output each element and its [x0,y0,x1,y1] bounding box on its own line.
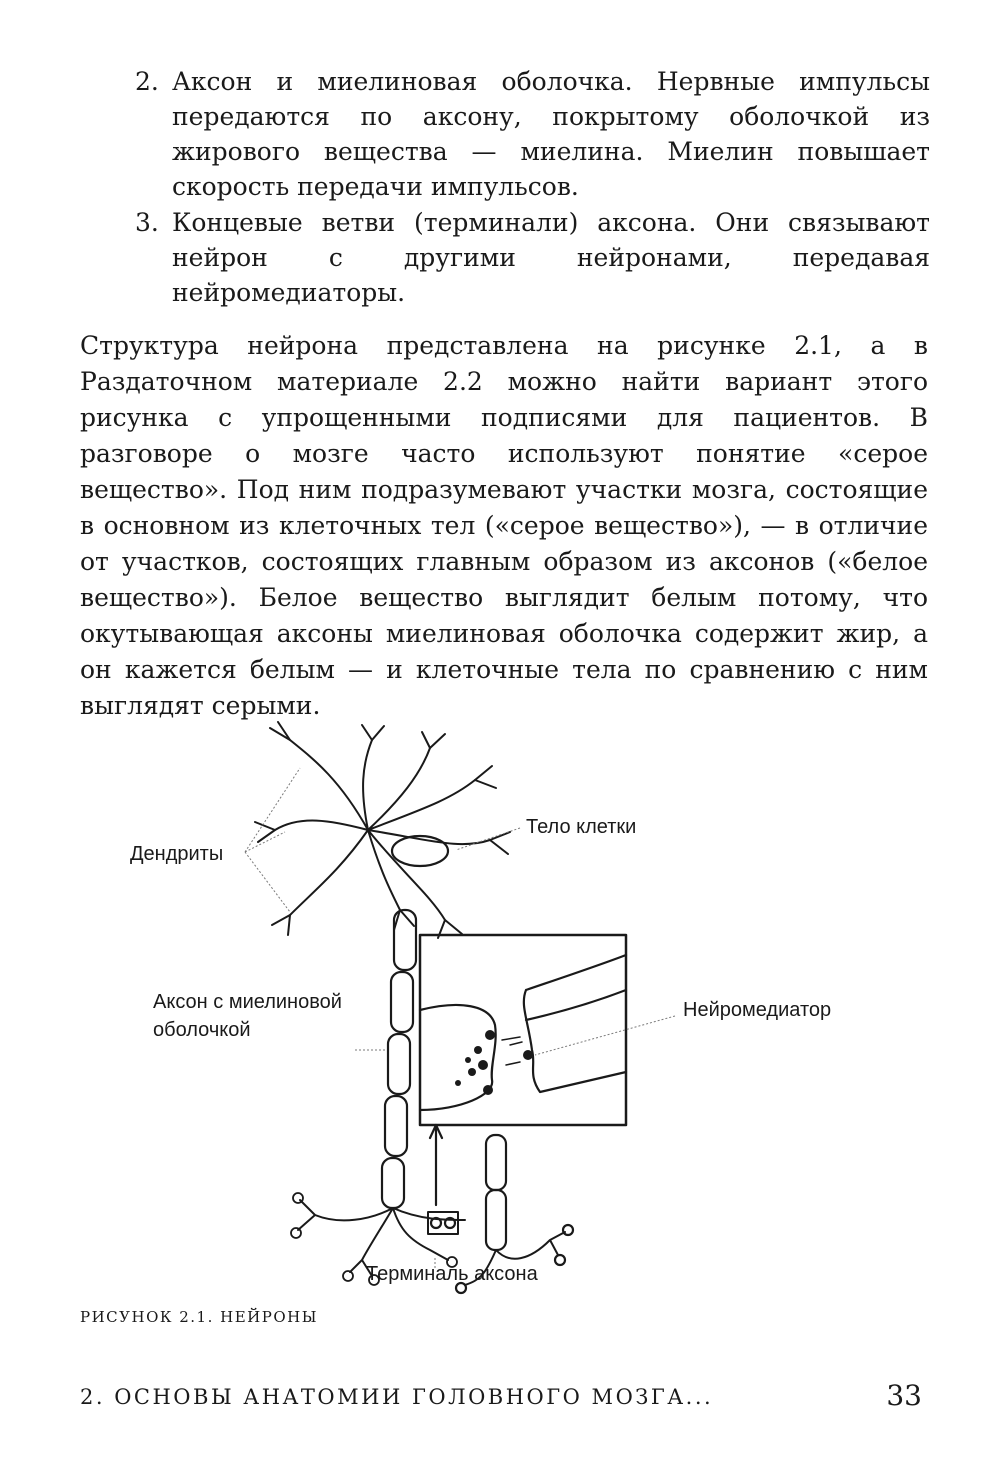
dendrite [255,722,510,938]
neurotransmitter-dots [455,1030,533,1095]
zoom-arrow [430,1125,442,1205]
myelinated-axon [382,910,416,1208]
page-footer [80,1379,930,1425]
running-footer-chapter: 2. ОСНОВЫ АНАТОМИИ ГОЛОВНОГО МОЗГА... [80,1385,714,1409]
list-item-text: Концевые ветви (терминали) аксона. Они связывают нейрон с другими нейронами, передавая нейромедиаторы. [172,208,930,307]
list-item-number: 3. [135,208,159,237]
cell-body [275,740,490,920]
list-item-text: Аксон и миелиновая оболочка. Нервные импульсы передаются по аксону, покрытому оболочкой из жирового вещества — миелина. Миелин повышает скорость передачи импульсов. [172,67,930,201]
label-axon-terminal: Терминаль аксона [366,1263,538,1285]
list-item-number: 2. [135,67,159,96]
synapse-inset [420,935,626,1125]
target-axon [486,1135,506,1250]
numbered-list [80,64,930,310]
list-item [80,205,930,310]
figure-caption: РИСУНОК 2.1. НЕЙРОНЫ [80,1308,318,1326]
label-axon-line1: Аксон с миелиновой [153,991,342,1013]
page-number: 33 [886,1379,922,1412]
label-dendrites: Дендриты [130,843,224,865]
cell-nucleus [392,836,448,866]
label-axon-line2: оболочкой [153,1019,251,1041]
terminal-highlight-box [428,1212,458,1234]
body-paragraph: Структура нейрона представлена на рисунке 2.1, а в Раздаточном материале 2.2 можно найти вариант этого рисунка с упрощенными подписями для пациентов. В разговоре о мозге часто используют понятие «серое вещество». Под ним подразумевают участки мозга, состоящие в основном из клеточных тел («серое вещество»), — в отличие от участков, состоящих главным образом из аксонов («белое вещество»). Белое вещество выглядит белым потому, что окутывающая аксоны миелиновая оболочка содержит жир, а он кажется белым — и клеточные тела по сравнению с ним выглядят серыми. [80,331,928,720]
neuron-figure [100,720,920,1320]
label-cell-body: Тело клетки [526,816,637,838]
neuron-diagram [100,720,920,1320]
label-neurotransmitter: Нейромедиатор [683,999,832,1021]
list-item [80,64,930,204]
